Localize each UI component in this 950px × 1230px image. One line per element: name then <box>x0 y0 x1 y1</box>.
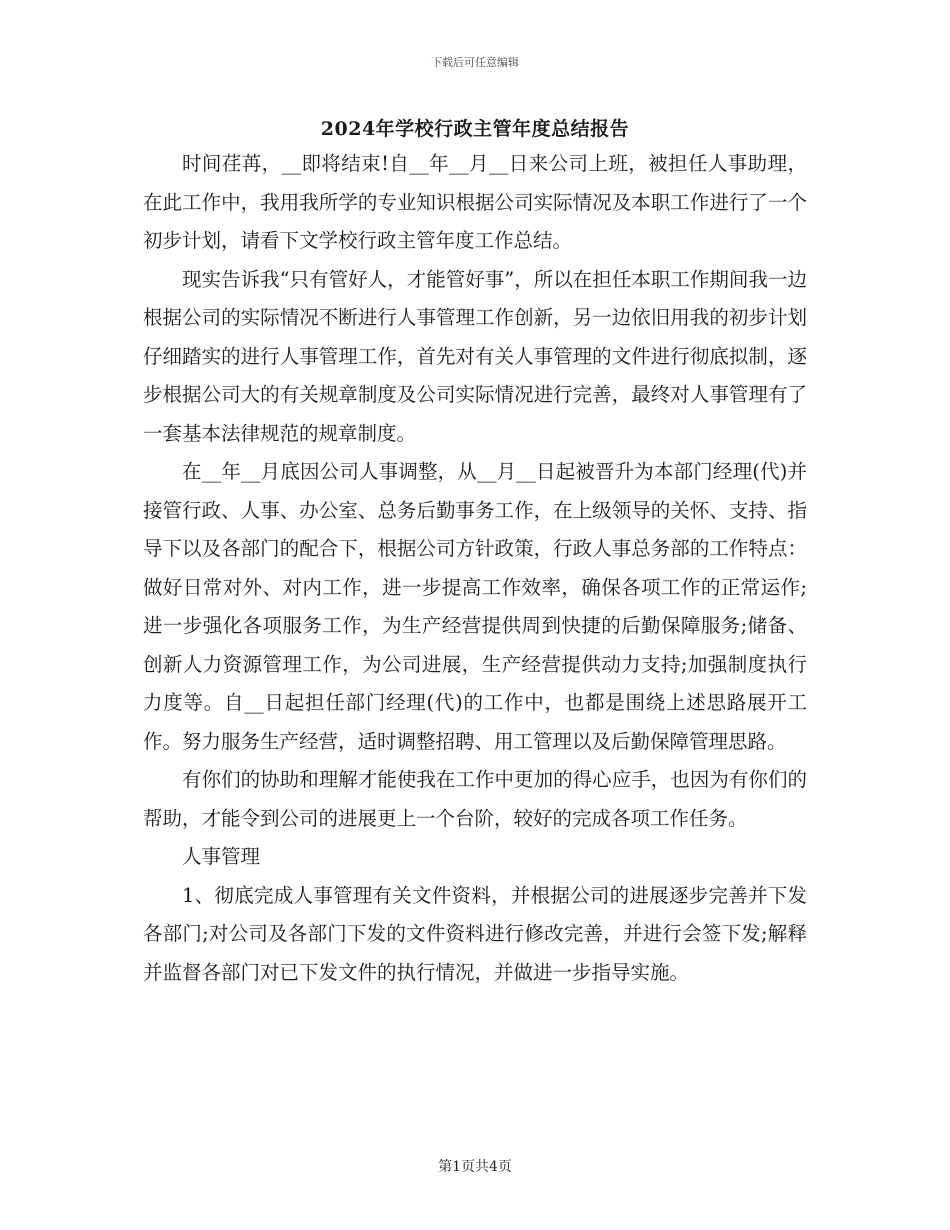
header-note: 下载后可任意编辑 <box>431 56 519 69</box>
paragraph-intro: 时间荏苒，__即将结束!自__年__月__日来公司上班，被担任人事助理，在此工作中，我用我所学的专业知识根据公司实际情况及本职工作进行了一个初步计划，请看下文学校行政主管年度工作总结。 <box>143 152 807 252</box>
document-title: 2024年学校行政主管年度总结报告 <box>320 118 630 140</box>
document-body <box>143 145 807 992</box>
paragraph-item-1: 1、彻底完成人事管理有关文件资料，并根据公司的进展逐步完善并下发各部门;对公司及各部门下发的文件资料进行修改完善，并进行会签下发;解释并监督各部门对已下发文件的执行情况，并做进一步指导实施。 <box>143 883 807 984</box>
section-heading-hr: 人事管理 <box>182 845 261 868</box>
paragraph-promotion: 在__年__月底因公司人事调整，从__月__日起被晋升为本部门经理(代)并接管行政、人事、办公室、总务后勤事务工作，在上级领导的关怀、支持、指导下以及各部门的配合下，根据公司方针政策，行政人事总务部的工作特点：做好日常对外、对内工作，进一步提高工作效率，确保各项工作的正常运作;进一步强化各项服务工作，为生产经营提供周到快捷的后勤保障服务;储备、创新人力资源管理工作，为公司进展，生产经营提供动力支持;加强制度执行力度等。自__日起担任部门经理(代)的工作中，也都是围绕上述思路展开工作。努力服务生产经营，适时调整招聘、用工管理以及后勤保障管理思路。 <box>143 460 807 753</box>
page-footer: 第1页共4页 <box>438 1159 512 1175</box>
paragraph-reality: 现实告诉我“只有管好人，才能管好事”，所以在担任本职工作期间我一边根据公司的实际情况不断进行人事管理工作创新，另一边依旧用我的初步计划仔细踏实的进行人事管理工作，首先对有关人事管理的文件进行彻底拟制，逐步根据公司大的有关规章制度及公司实际情况进行完善，最终对人事管理有了一套基本法律规范的规章制度。 <box>143 267 807 445</box>
paragraph-thanks: 有你们的协助和理解才能使我在工作中更加的得心应手，也因为有你们的帮助，才能令到公司的进展更上一个台阶，较好的完成各项工作任务。 <box>143 768 807 830</box>
